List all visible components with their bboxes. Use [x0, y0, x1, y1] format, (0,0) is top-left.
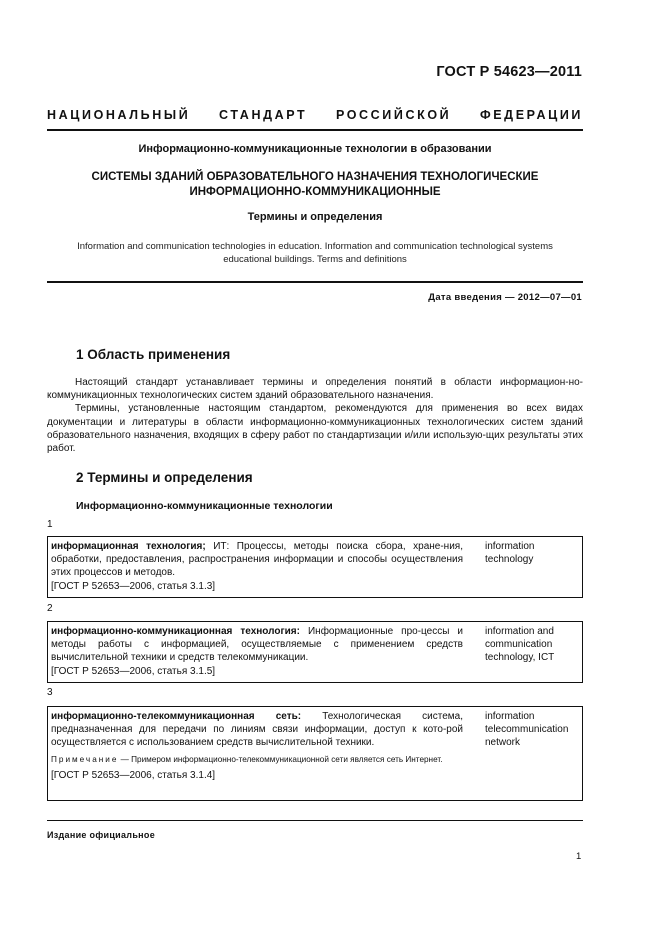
term-english-3-line1: information — [485, 711, 535, 722]
term-english-3 — [485, 710, 580, 749]
term-definition-3 — [51, 710, 463, 782]
document-title — [47, 170, 583, 200]
official-edition-label: Издание официальное — [47, 830, 156, 840]
term-source-1: [ГОСТ Р 52653—2006, статья 3.1.3] — [51, 580, 216, 592]
term-entry-2 — [47, 621, 583, 683]
term-entry-1 — [47, 536, 583, 598]
term-english-3-line2: telecommunication — [485, 724, 569, 735]
term-definition-2 — [51, 625, 463, 678]
introduction-date: Дата введения — 2012—07—01 — [428, 292, 582, 303]
term-source-2: [ГОСТ Р 52653—2006, статья 3.1.5] — [51, 665, 216, 677]
title-field: Информационно-коммуникационные технологии в образовании — [138, 143, 492, 155]
page-number: 1 — [576, 851, 582, 862]
header-rule — [47, 129, 583, 131]
term-number-2: 2 — [47, 603, 53, 614]
term-english-1-line2: technology — [485, 554, 534, 565]
section-1-paragraph-1: Настоящий стандарт устанавливает термины и определения понятий в области информацион-но-коммуникационных технологических систем зданий образовательного назначения. — [47, 377, 583, 402]
term-english-2-line2: communication — [485, 639, 553, 650]
english-title-line1: Information and communication technologies in education. Information and communication technological systems — [77, 241, 553, 252]
document-subtitle: Термины и определения — [247, 211, 383, 223]
term-entry-3 — [47, 706, 583, 801]
subsection-heading: Информационно-коммуникационные технологии — [76, 500, 333, 512]
section-1-paragraph-2: Термины, установленные настоящим стандартом, рекомендуются для применения во всех видах документации и литературы в области информационно-коммуникационных технологических систем зданий образовательного назначения, входящих в сферу работ по стандартизации и/или использую-щих результаты этих работ. — [47, 403, 583, 455]
footer-rule — [47, 820, 583, 821]
term-text-3: Технологическая система, предназначенная для передачи по линиям связи информации, доступ к кото-рой осуществляется с использованием средств вычислительной техники. — [51, 711, 463, 749]
term-name-1: информационная технология; — [51, 541, 206, 552]
term-english-1 — [485, 540, 580, 566]
term-english-3-line3: network — [485, 737, 521, 748]
section-1-heading: 1 Область применения — [76, 347, 231, 362]
title-rule — [47, 281, 583, 283]
term-note-label-3: Примечание — [51, 754, 119, 764]
term-number-3: 3 — [47, 687, 53, 698]
term-english-2 — [485, 625, 580, 664]
standard-code: ГОСТ Р 54623—2011 — [436, 64, 582, 80]
english-title — [55, 240, 575, 266]
term-english-2-line1: information and — [485, 626, 554, 637]
term-number-1: 1 — [47, 519, 53, 530]
section-1-body — [47, 376, 583, 455]
national-standard-banner: НАЦИОНАЛЬНЫЙ СТАНДАРТ РОССИЙСКОЙ ФЕДЕРАЦИИ — [47, 108, 583, 122]
term-note-text-3: — Примером информационно-телекоммуникационной сети является сеть Интернет. — [118, 754, 443, 764]
term-note-3 — [51, 753, 463, 766]
document-title-line2: ИНФОРМАЦИОННО-КОММУНИКАЦИОННЫЕ — [189, 186, 441, 198]
term-source-3: [ГОСТ Р 52653—2006, статья 3.1.4] — [51, 769, 216, 781]
document-title-line1: СИСТЕМЫ ЗДАНИЙ ОБРАЗОВАТЕЛЬНОГО НАЗНАЧЕНИЯ ТЕХНОЛОГИЧЕСКИЕ — [91, 171, 539, 183]
english-title-line2: educational buildings. Terms and definitions — [223, 254, 407, 265]
term-name-3: информационно-телекоммуникационная сеть: — [51, 711, 302, 722]
section-2-heading: 2 Термины и определения — [76, 470, 253, 485]
term-english-2-line3: technology, ICT — [485, 652, 555, 663]
term-text-2: Информационные про-цессы и методы работы с информацией, осуществляемые с применением средств вычислительной техники и средств телекоммуникации. — [51, 626, 463, 664]
term-text-1: ИТ: Процессы, методы поиска сбора, хране-ния, обработки, предоставления, распространения информации и способы осуществления этих процессов и методов. — [51, 541, 463, 579]
term-name-2: информационно-коммуникационная технология: — [51, 626, 300, 637]
term-definition-1 — [51, 540, 463, 593]
term-english-1-line1: information — [485, 541, 535, 552]
